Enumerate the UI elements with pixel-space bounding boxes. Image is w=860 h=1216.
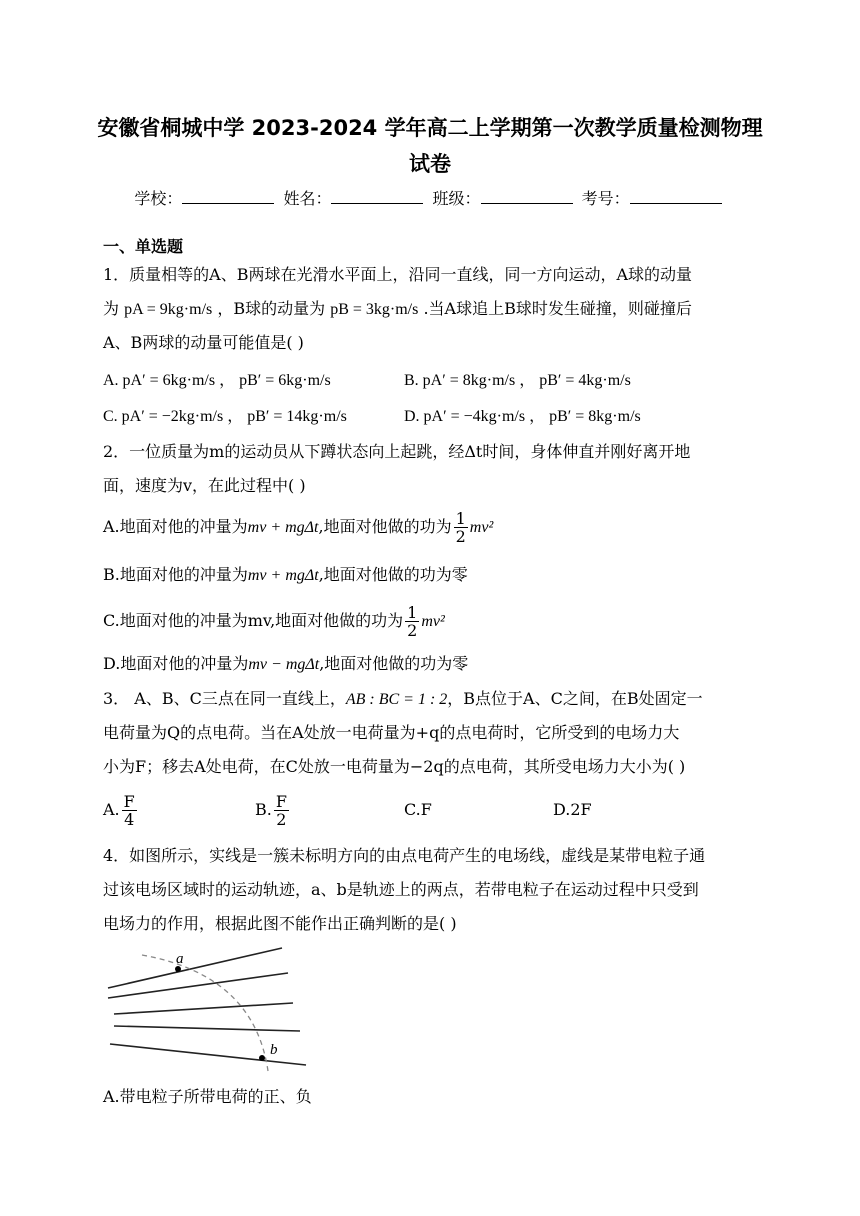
name-blank[interactable] bbox=[331, 189, 423, 204]
q2-b1: B.地面对他的冲量为 bbox=[103, 565, 248, 584]
q3-b-fraction bbox=[274, 793, 289, 828]
q1-pA: pA = 9kg·m/s bbox=[124, 301, 213, 318]
q3-option-a[interactable] bbox=[103, 793, 139, 828]
q4-line2: 过该电场区域时的运动轨迹，a、b是轨迹上的两点，若带电粒子在运动过程中只受到 bbox=[103, 880, 699, 899]
q2-c1: C.地面对他的冲量为mv,地面对他做的功为 bbox=[103, 611, 404, 630]
q1-option-c[interactable]: C. pA′ = −2kg·m/s ， pB′ = 14kg·m/s bbox=[103, 408, 347, 425]
number-blank[interactable] bbox=[630, 189, 722, 204]
q2-line1: 2．一位质量为m的运动员从下蹲状态向上起跳，经Δt时间，身体伸直并刚好离开地 bbox=[103, 442, 691, 461]
q3-a-num: F bbox=[123, 792, 135, 811]
q2-option-a[interactable] bbox=[103, 510, 493, 545]
number-label: 考号： bbox=[581, 189, 630, 208]
q2-c-frac-num: 1 bbox=[407, 603, 418, 622]
q1-option-a[interactable]: A. pA′ = 6kg·m/s ， pB′ = 6kg·m/s bbox=[103, 372, 331, 389]
q2-a-frac-num: 1 bbox=[455, 509, 466, 528]
q1-line1: 1．质量相等的A、B两球在光滑水平面上，沿同一直线，同一方向运动，A球的动量 bbox=[103, 265, 693, 284]
q2-b2: mv + mgΔt bbox=[247, 567, 319, 584]
q3-b-den: 2 bbox=[276, 810, 287, 829]
q4-line3: 电场力的作用，根据此图不能作出正确判断的是( ) bbox=[103, 914, 457, 933]
exam-title-line1: 安徽省桐城中学 2023-2024 学年高二上学期第一次教学质量检测物理 bbox=[97, 116, 763, 140]
q1-option-b[interactable]: B. pA′ = 8kg·m/s ， pB′ = 4kg·m/s bbox=[404, 372, 631, 389]
q2-a3: ,地面对他做的功为 bbox=[318, 517, 452, 536]
q3-option-b[interactable] bbox=[255, 793, 291, 828]
q3-option-d[interactable]: D.2F bbox=[553, 800, 592, 819]
q1-line3: A、B两球的动量可能值是( ) bbox=[103, 333, 304, 352]
q1-option-d[interactable]: D. pA′ = −4kg·m/s ， pB′ = 8kg·m/s bbox=[404, 408, 641, 425]
q3-l1b: ，B点位于A、C之间，在B处固定一 bbox=[447, 689, 703, 708]
q1-l2a: 为 bbox=[103, 299, 120, 318]
q1-l2b: ，B球的动量为 bbox=[217, 299, 326, 318]
q1-l2c: .当A球追上B球时发生碰撞，则碰撞后 bbox=[423, 299, 692, 318]
q4-line1: 4．如图所示，实线是一簇未标明方向的由点电荷产生的电场线，虚线是某带电粒子通 bbox=[103, 846, 706, 865]
school-label: 学校： bbox=[134, 189, 183, 208]
q4-option-a[interactable]: A.带电粒子所带电荷的正、负 bbox=[103, 1087, 312, 1106]
exam-title-line2: 试卷 bbox=[409, 152, 451, 176]
field-line-3 bbox=[114, 1003, 293, 1014]
q2-a-fraction bbox=[454, 510, 468, 545]
q2-c2: mv² bbox=[421, 613, 445, 630]
q2-d3: ,地面对他做的功为零 bbox=[319, 654, 469, 673]
q3-option-c[interactable]: C.F bbox=[404, 800, 432, 819]
q3-line2: 电荷量为Q的点电荷。当在A处放一电荷量为+q的点电荷时，它所受到的电场力大 bbox=[103, 723, 680, 742]
q3-l1a: 3． A、B、C三点在同一直线上， bbox=[103, 689, 346, 708]
q2-line2: 面，速度为v，在此过程中( ) bbox=[103, 476, 306, 495]
point-b-label: b bbox=[270, 1042, 278, 1058]
point-b bbox=[259, 1055, 265, 1061]
q3-line3: 小为F；移去A处电荷，在C处放一电荷量为−2q的点电荷，其所受电场力大小为( ) bbox=[103, 757, 686, 776]
class-blank[interactable] bbox=[481, 189, 573, 204]
field-line-1 bbox=[108, 948, 282, 988]
q3-b-label: B. bbox=[255, 800, 272, 819]
q2-option-d[interactable] bbox=[103, 651, 468, 674]
q1-line2 bbox=[103, 296, 692, 319]
q1-pB: pB = 3kg·m/s bbox=[330, 301, 419, 318]
electric-field-figure bbox=[104, 945, 314, 1075]
q3-a-fraction bbox=[122, 793, 137, 828]
q2-a1: A.地面对他的冲量为 bbox=[103, 517, 248, 536]
q2-a4: mv² bbox=[469, 519, 494, 536]
q2-a2: mv + mgΔt bbox=[247, 519, 319, 536]
q2-a-frac-den: 2 bbox=[455, 527, 466, 546]
q3-a-label: A. bbox=[103, 800, 120, 819]
class-label: 班级： bbox=[432, 189, 481, 208]
q2-d1: D.地面对他的冲量为 bbox=[103, 654, 249, 673]
q3-b-num: F bbox=[275, 792, 287, 811]
point-a-label: a bbox=[176, 951, 184, 967]
q3-ratio: AB : BC = 1 : 2 bbox=[345, 691, 448, 708]
student-info-row bbox=[0, 186, 860, 209]
q2-c-fraction bbox=[405, 604, 419, 639]
q2-option-b[interactable] bbox=[103, 562, 468, 585]
field-line-2 bbox=[108, 973, 288, 998]
section-heading: 一、单选题 bbox=[103, 237, 184, 256]
q2-option-c[interactable] bbox=[103, 604, 445, 639]
name-label: 姓名： bbox=[283, 189, 332, 208]
q2-d2: mv − mgΔt bbox=[248, 656, 320, 673]
q3-a-den: 4 bbox=[124, 810, 135, 829]
q2-b3: ,地面对他做的功为零 bbox=[318, 565, 468, 584]
school-blank[interactable] bbox=[182, 189, 274, 204]
q2-c-frac-den: 2 bbox=[407, 621, 418, 640]
q3-line1 bbox=[103, 686, 703, 709]
field-line-4 bbox=[114, 1026, 300, 1031]
